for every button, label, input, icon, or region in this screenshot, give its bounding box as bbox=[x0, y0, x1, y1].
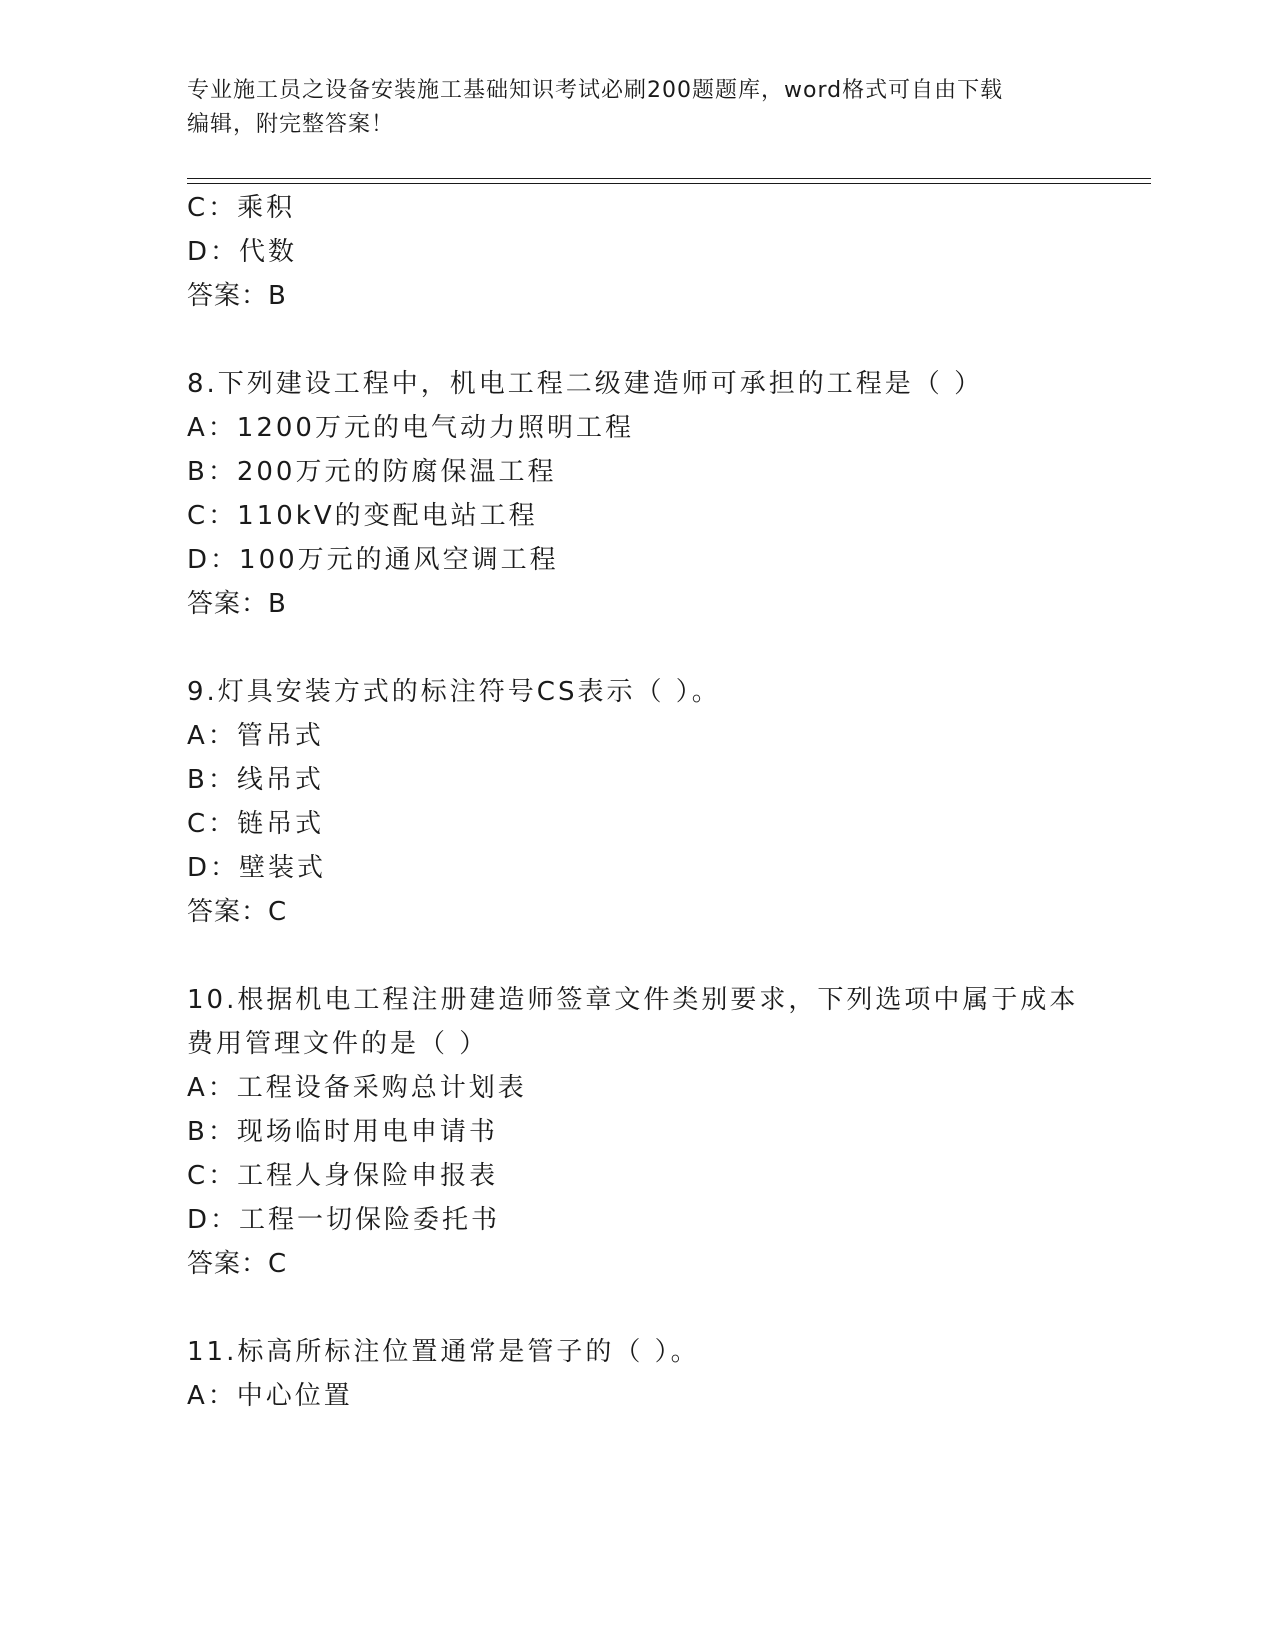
question-10-answer: 答案：C bbox=[187, 1249, 288, 1279]
question-10-option-b: B：现场临时用电申请书 bbox=[187, 1117, 498, 1147]
question-9-option-b: B：线吊式 bbox=[187, 765, 324, 795]
prev-answer: 答案：B bbox=[187, 281, 287, 311]
prev-option-c: C：乘积 bbox=[187, 193, 296, 223]
question-9-stem: 9.灯具安装方式的标注符号CS表示（ ）。 bbox=[187, 677, 721, 707]
header-divider-top bbox=[187, 178, 1151, 179]
question-8-option-b: B：200万元的防腐保温工程 bbox=[187, 457, 557, 487]
question-10-stem-line-2: 费用管理文件的是（ ） bbox=[187, 1029, 489, 1059]
question-9-option-a: A：管吊式 bbox=[187, 721, 324, 751]
header-title-line-1: 专业施工员之设备安装施工基础知识考试必刷200题题库，word格式可自由下载 bbox=[187, 78, 1004, 103]
question-8-option-a: A：1200万元的电气动力照明工程 bbox=[187, 413, 634, 443]
document-header bbox=[187, 74, 1087, 142]
question-11-stem: 11.标高所标注位置通常是管子的（ ）。 bbox=[187, 1337, 700, 1367]
question-8-option-c: C：110kV的变配电站工程 bbox=[187, 501, 538, 531]
question-9-option-d: D：壁装式 bbox=[187, 853, 327, 883]
question-10-stem-line-1: 10.根据机电工程注册建造师签章文件类别要求，下列选项中属于成本 bbox=[187, 985, 1079, 1015]
header-title-line-2: 编辑，附完整答案！ bbox=[187, 112, 395, 137]
question-10-option-a: A：工程设备采购总计划表 bbox=[187, 1073, 527, 1103]
prev-option-d: D：代数 bbox=[187, 237, 298, 267]
question-8-option-d: D：100万元的通风空调工程 bbox=[187, 545, 559, 575]
header-divider-bottom bbox=[187, 183, 1151, 184]
question-9-answer: 答案：C bbox=[187, 897, 288, 927]
question-8-stem: 8.下列建设工程中，机电工程二级建造师可承担的工程是（ ） bbox=[187, 369, 984, 399]
question-11-option-a: A：中心位置 bbox=[187, 1381, 353, 1411]
question-10-option-c: C：工程人身保险申报表 bbox=[187, 1161, 499, 1191]
question-8-answer: 答案：B bbox=[187, 589, 287, 619]
question-10-option-d: D：工程一切保险委托书 bbox=[187, 1205, 501, 1235]
question-9-option-c: C：链吊式 bbox=[187, 809, 325, 839]
